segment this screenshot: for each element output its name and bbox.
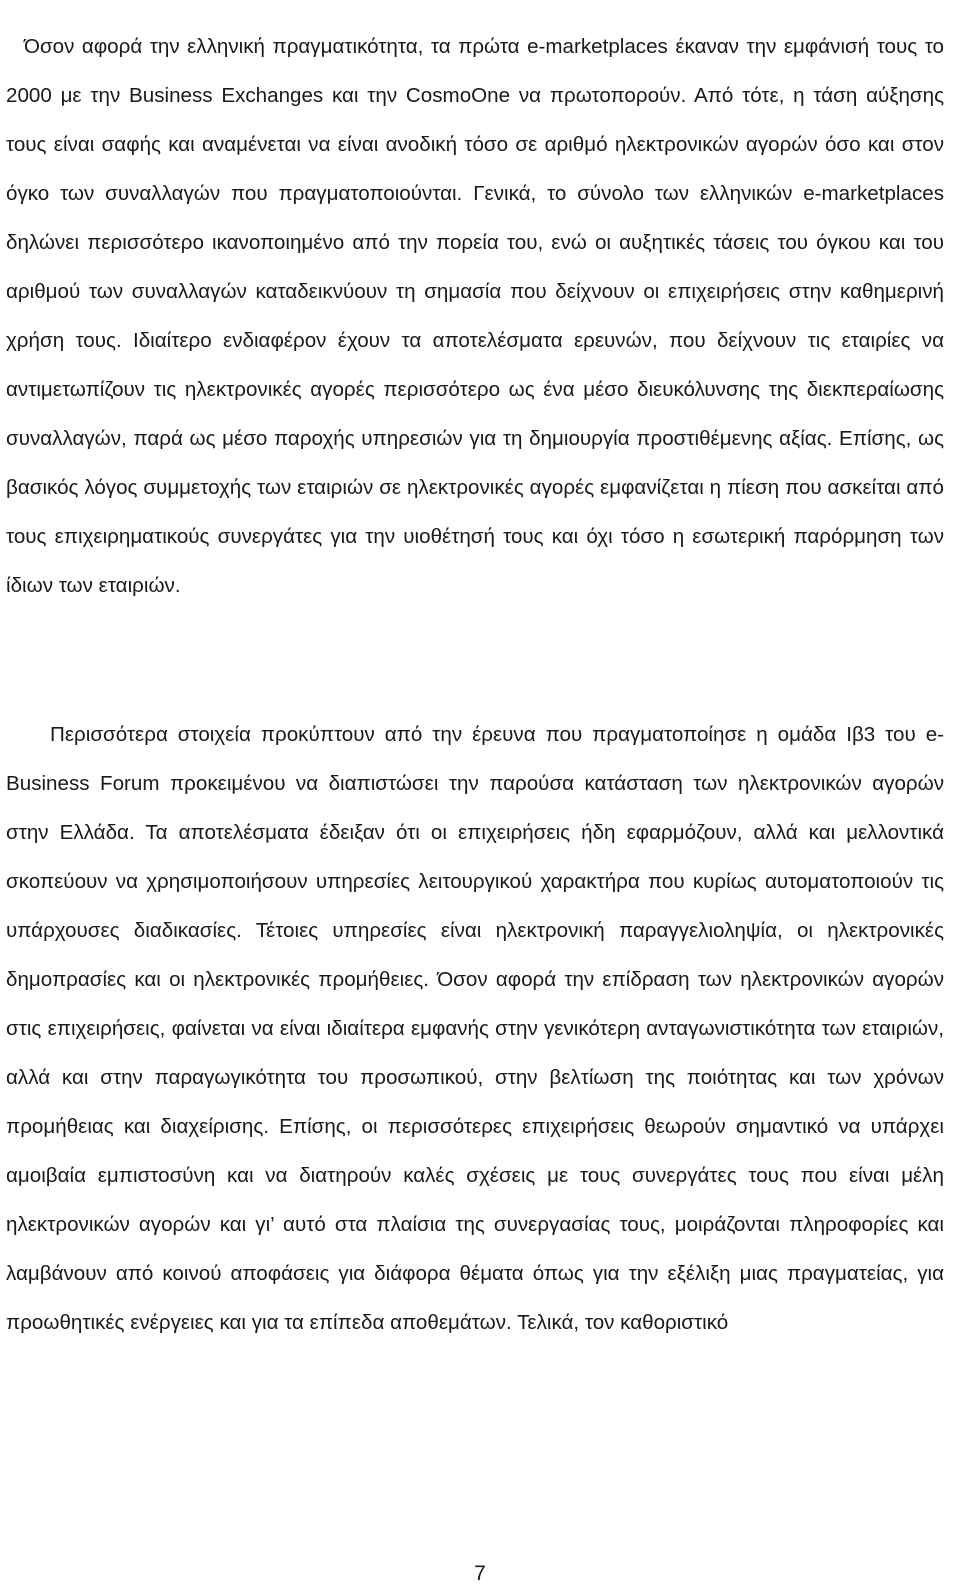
paragraph-ebusiness-forum-research: Περισσότερα στοιχεία προκύπτουν από την έρευνα που πραγματοποίησε η ομάδα Ιβ3 του e-Business Forum προκειμένου να διαπιστώσει την παρούσα κατάσταση των ηλεκτρονικών αγορών στην Ελλάδα. Τα αποτελέσματα έδειξαν ότι οι επιχειρήσεις ήδη εφαρμόζουν, αλλά και μελλοντικά σκοπεύουν να χρησιμοποιήσουν υπηρεσίες λειτουργικού χαρακτήρα που κυρίως αυτοματοποιούν τις υπάρχουσες διαδικασίες. Τέτοιες υπηρεσίες είναι ηλεκτρονική παραγγελιοληψία, οι ηλεκτρονικές δημοπρασίες και οι ηλεκτρονικές προμήθειες. Όσον αφορά την επίδραση των ηλεκτρονικών αγορών στις επιχειρήσεις, φαίνεται να είναι ιδιαίτερα εμφανής στην γενικότερη ανταγωνιστικότητα των εταιριών, αλλά και στην παραγωγικότητα του προσωπικού, στην βελτίωση της ποιότητας και των χρόνων προμήθειας και διαχείρισης. Επίσης, οι περισσότερες επιχειρήσεις θεωρούν σημαντικό να υπάρχει αμοιβαία εμπιστοσύνη και να διατηρούν καλές σχέσεις με τους συνεργάτες τους που είναι μέλη ηλεκτρονικών αγορών και γι’ αυτό στα πλαίσια της συνεργασίας τους, μοιράζονται πληροφορίες και λαμβάνουν από κοινού αποφάσεις για διάφορα θέματα όπως για την εξέλιξη μιας πραγματείας, για προωθητικές ενέργειες και για τα επίπεδα αποθεμάτων. Τελικά, τον καθοριστικό xyxy=(6,723,944,1334)
paragraph-greek-e-marketplaces: Όσον αφορά την ελληνική πραγματικότητα, τα πρώτα e-marketplaces έκαναν την εμφάνισή τους το 2000 με την Business Exchanges και την CosmoOne να πρωτοπορούν. Από τότε, η τάση αύξησης τους είναι σαφής και αναμένεται να είναι ανοδική τόσο σε αριθμό ηλεκτρονικών αγορών όσο και στον όγκο των συναλλαγών που πραγματοποιούνται. Γενικά, το σύνολο των ελληνικών e-marketplaces δηλώνει περισσότερο ικανοποιημένο από την πορεία του, ενώ οι αυξητικές τάσεις του όγκου και του αριθμού των συναλλαγών καταδεικνύουν τη σημασία που δείχνουν οι επιχειρήσεις στην καθημερινή χρήση τους. Ιδιαίτερο ενδιαφέρον έχουν τα αποτελέσματα ερευνών, που δείχνουν τις εταιρίες να αντιμετωπίζουν τις ηλεκτρονικές αγορές περισσότερο ως ένα μέσο διευκόλυνσης της διεκπεραίωσης συναλλαγών, παρά ως μέσο παροχής υπηρεσιών για τη δημιουργία προστιθέμενης αξίας. Επίσης, ως βασικός λόγος συμμετοχής των εταιριών σε ηλεκτρονικές αγορές εμφανίζεται η πίεση που ασκείται από τους επιχειρηματικούς συνεργάτες για την υιοθέτησή τους και όχι τόσο η εσωτερική παρόρμηση των ίδιων των εταιριών. xyxy=(6,35,944,597)
page-number: 7 xyxy=(474,1562,486,1585)
